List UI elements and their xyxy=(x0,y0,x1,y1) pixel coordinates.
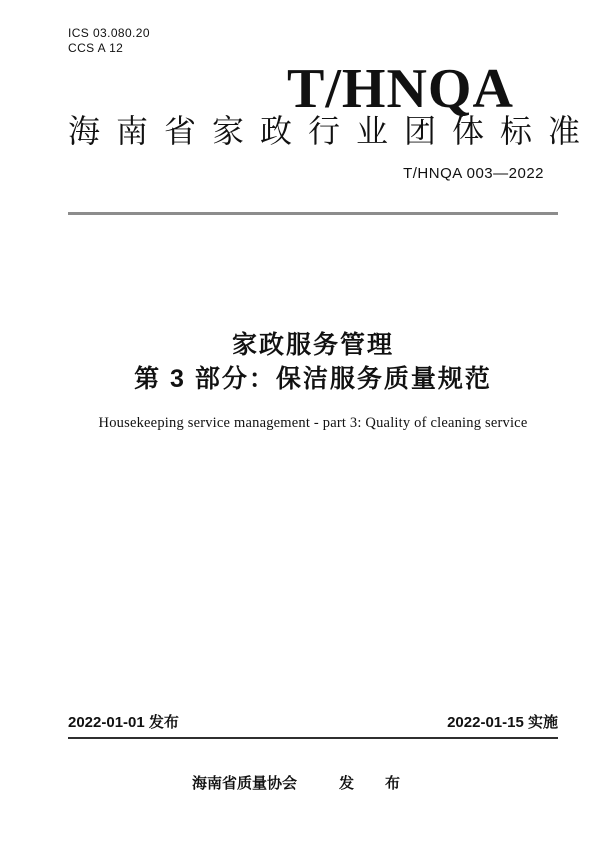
dates-row xyxy=(68,712,558,733)
issue-date: 2022-01-01 发布 xyxy=(68,714,179,731)
publisher-name: 海南省质量协会 xyxy=(191,775,297,792)
title-block xyxy=(68,328,558,433)
implementation-date: 2022-01-15 实施 xyxy=(447,714,558,731)
document-title-english: Housekeeping service management - part 3: Quality of cleaning service xyxy=(98,415,528,431)
document-title-line1: 家政服务管理 xyxy=(231,331,394,359)
ics-code: ICS 03.080.20 xyxy=(68,26,150,40)
standard-body-logo: T/HNQA xyxy=(287,58,514,120)
classification-codes xyxy=(68,26,150,56)
footer-divider xyxy=(68,737,558,739)
document-title-line2: 第 3 部分：保洁服务质量规范 xyxy=(134,365,492,393)
header-divider xyxy=(68,212,558,215)
publisher-row xyxy=(0,773,600,794)
standard-number: T/HNQA 003—2022 xyxy=(403,165,544,182)
publish-action-label: 发 布 xyxy=(339,775,409,792)
ccs-code: CCS A 12 xyxy=(68,41,124,55)
standard-type-heading: 海南省家政行业团体标准 xyxy=(68,113,597,149)
